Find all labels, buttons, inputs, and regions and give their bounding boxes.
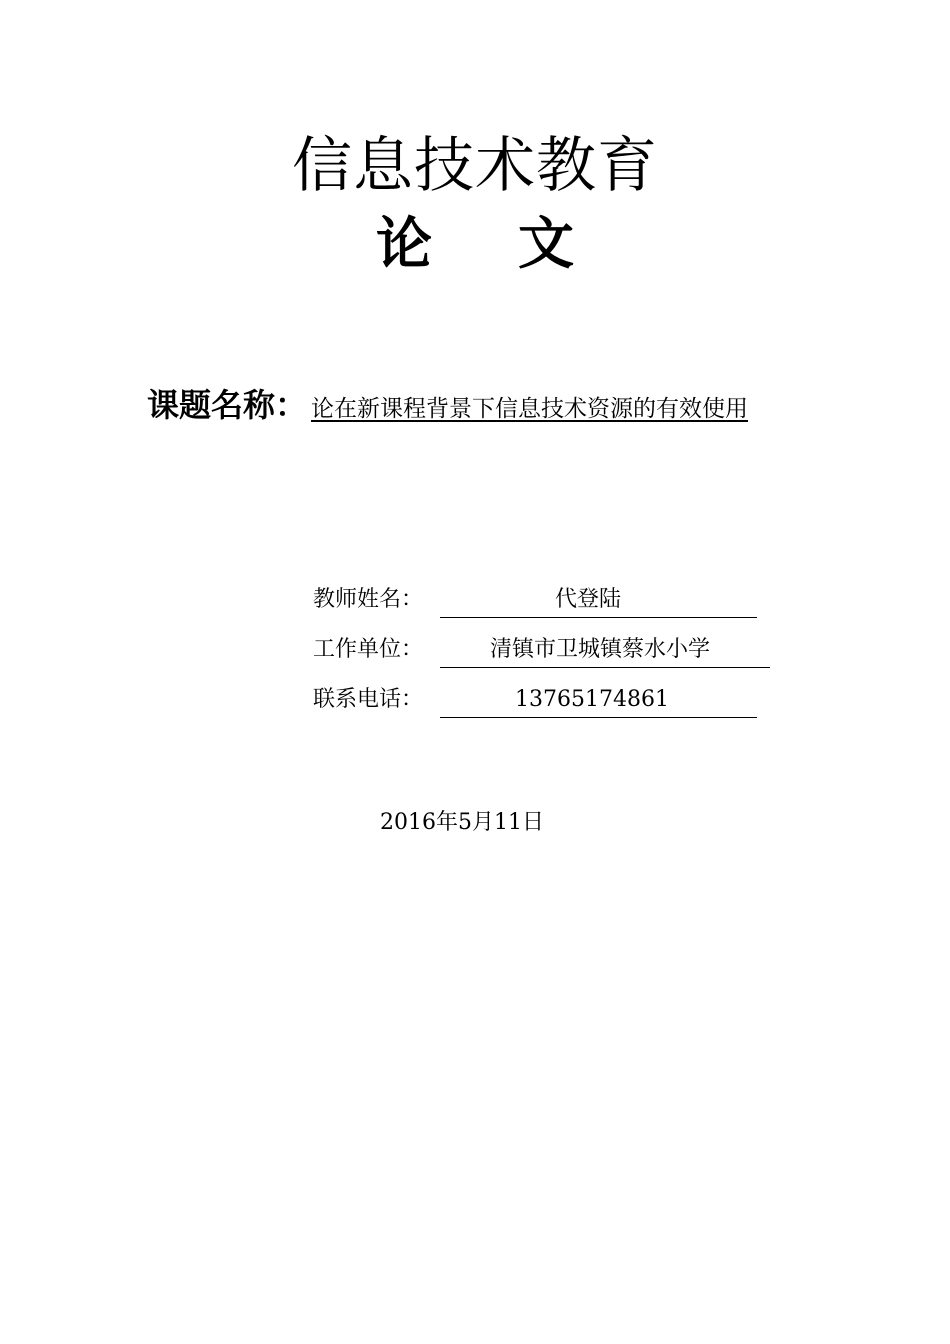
sub-title-char-1: 论 — [376, 212, 432, 277]
topic-label: 课题名称： — [147, 386, 308, 424]
topic-value: 论在新课程背景下信息技术资源的有效使用 — [311, 396, 749, 422]
teacher-value: 代登陆 — [555, 587, 622, 612]
teacher-label: 教师姓名： — [313, 587, 424, 612]
work-unit-value: 清镇市卫城镇蔡水小学 — [490, 637, 711, 662]
sub-title-char-2: 文 — [518, 212, 574, 277]
phone-label: 联系电话： — [313, 687, 424, 712]
phone-value: 13765174861 — [515, 687, 669, 712]
topic-row — [147, 380, 748, 430]
work-unit-label: 工作单位： — [313, 637, 424, 662]
sub-title — [0, 210, 950, 280]
main-title: 信息技术教育 — [292, 131, 658, 201]
date: 2016年5月11日 — [380, 810, 544, 835]
